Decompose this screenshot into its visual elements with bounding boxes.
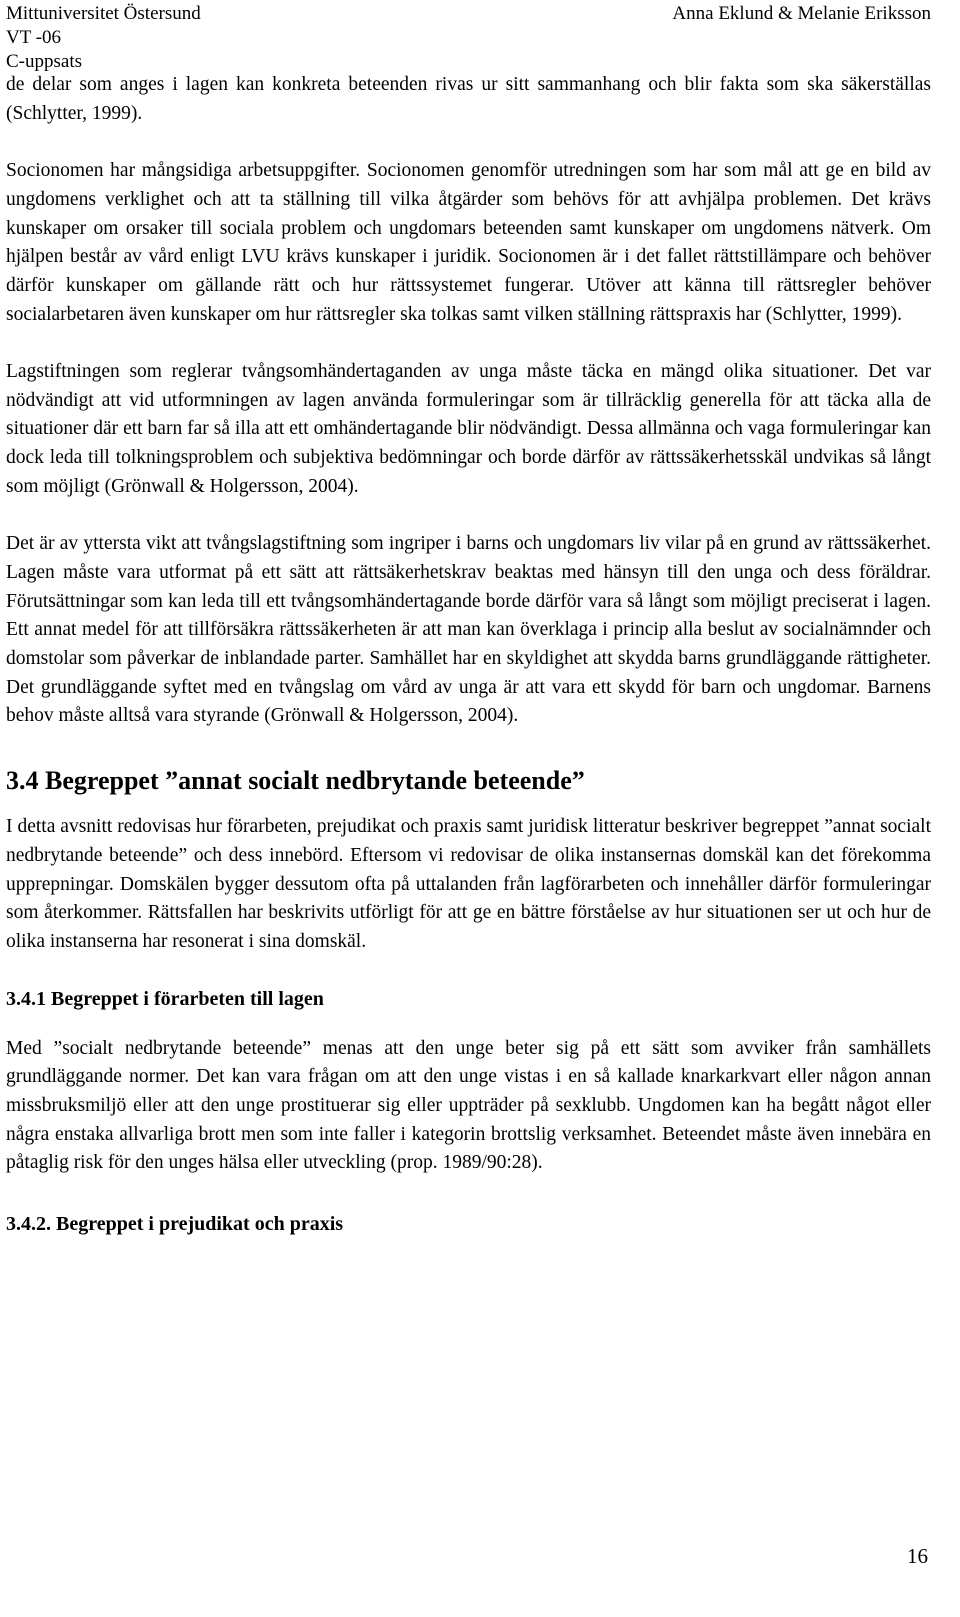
paragraph: I detta avsnitt redovisas hur förarbeten, prejudikat och praxis samt juridisk litteratur beskriver begreppet ”annat socialt nedbrytande beteende” och dess innebörd. Eftersom vi redovisar de olika instansernas domskäl kan det förekomma upprepningar. Domskälen bygger dessutom ofta på uttalanden från lagförarbeten och innehåller därför formuleringar som återkommer. Rättsfallen har beskrivits utförligt för att ge en bättre förståelse av hur situationen ser ut och hur de olika instanserna har resonerat i sina domskäl. [6,816,931,952]
document-body [6,71,931,1260]
paragraph: Det är av yttersta vikt att tvångslagstiftning som ingriper i barns och ungdomars liv vilar på en grund av rättssäkerhet. Lagen måste vara utformat på ett sätt att rättsäkerhetskrav beaktas med hänsyn till den unga och dess föräldrar. Förutsättningar som kan leda till ett tvångsomhändertagande borde därför vara så långt som möjligt preciserat i lagen. Ett annat medel för att tillförsäkra rättssäkerheten är att man kan överklaga i princip alla beslut av socialnämnder och domstolar som påverkar de inblandade parter. Samhället har en skyldighet att skydda barns grundläggande rättigheter. Det grundläggande syftet med en tvångslag om vård av unga är att vara ett skydd för barn och ungdomar. Barnens behov måste alltså vara styrande (Grönwall & Holgersson, 2004). [6,533,931,727]
header-term: VT -06 [6,27,62,48]
subsection-heading: 3.4.2. Begreppet i prejudikat och praxis [6,1213,344,1236]
page-header [6,2,931,74]
section-heading: 3.4 Begreppet ”annat socialt nedbrytande beteende” [6,766,585,796]
paragraph: Med ”socialt nedbrytande beteende” menas att den unge beter sig på ett sätt som avviker från samhällets grundläggande normer. Det kan vara frågan om att den unge vistas i en så kallade knarkarkvart eller någon annan missbruksmiljö eller att den unge prostituerar sig eller uppträder på sexklubb. Ungdomen kan ha begått något eller några enstaka allvarliga brott men som inte faller i kategorin brottslig verksamhet. Beteendet måste även innebära en påtaglig risk för den unges hälsa eller utveckling (prop. 1989/90:28). [6,1037,931,1174]
paragraph: Lagstiftningen som reglerar tvångsomhändertaganden av unga måste täcka en mängd olika situationer. Det var nödvändigt att vid utformningen av lagen använda formuleringar som är tillräcklig generella för att täcka alla de situationer där ett barn far så illa att ett omhändertagande blir nödvändigt. Dessa allmänna och vaga formuleringar kan dock leda till tolkningsproblem och subjektiva bedömningar och borde därför av rättssäkerhetsskäl undvikas så långt som möjligt (Grönwall & Holgersson, 2004). [6,361,931,497]
paragraph: Socionomen har mångsidiga arbetsuppgifter. Socionomen genomför utredningen som har som mål att ge en bild av ungdomens verklighet och att ta ställning till vilka åtgärder som behövs för att avhjälpa problemen. Det krävs kunskaper om orsaker till sociala problem och ungdomars beteenden samt kunskaper om ungdomens nätverk. Om hjälpen består av vård enligt LVU krävs kunskaper i juridik. Socionomen är i det fallet rättstillämpare och behöver därför kunskaper om gällande rätt och hur rättssystemet fungerar. Utöver att känna till rättsregler behöver socialarbetaren även kunskaper om hur rättsregler ska tolkas samt vilken ställning rättspraxis har (Schlytter, 1999). [6,160,931,325]
header-university: Mittuniversitet Östersund [6,3,201,24]
paragraph: de delar som anges i lagen kan konkreta beteenden rivas ur sitt sammanhang och blir fakta som ska säkerställas (Schlytter, 1999). [6,74,931,124]
header-authors: Anna Eklund & Melanie Eriksson [672,3,931,24]
subsection-heading: 3.4.1 Begreppet i förarbeten till lagen [6,987,324,1010]
page-number: 16 [907,1544,928,1568]
header-type: C-uppsats [6,51,82,72]
